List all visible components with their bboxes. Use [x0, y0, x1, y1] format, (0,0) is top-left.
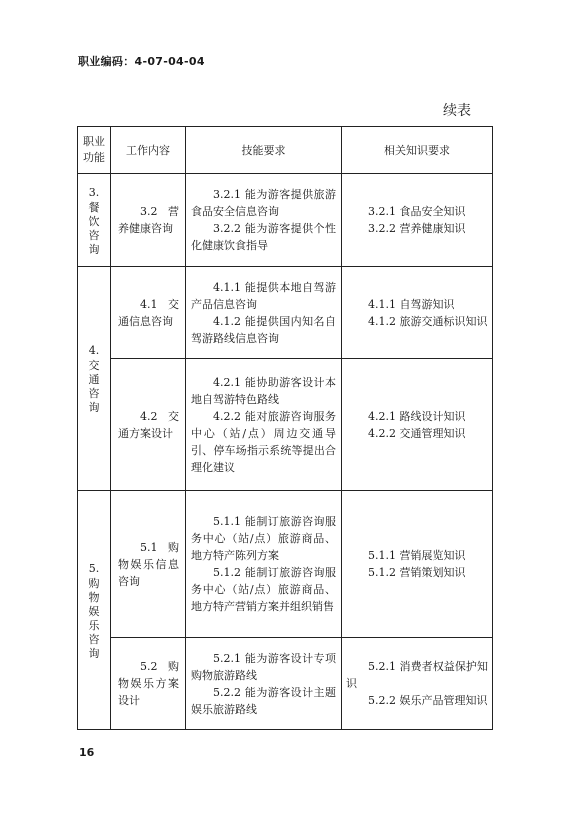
- table-header-row: [78, 127, 493, 174]
- content-cell: 3.2 营养健康咨询: [111, 174, 186, 267]
- table-row: [78, 638, 493, 730]
- page-number: 16: [79, 746, 95, 759]
- continued-label: 续表: [443, 103, 471, 119]
- function-cell: 5. 购物娱乐咨询: [78, 491, 111, 730]
- knowledge-cell: 3.2.1 食品安全知识 3.2.2 营养健康知识: [342, 174, 493, 267]
- content-cell: 5.2 购物娱乐方案设计: [111, 638, 186, 730]
- occupation-code: 职业编码：4-07-04-04: [78, 55, 205, 68]
- header-function: 职业功能: [78, 127, 111, 174]
- skill-cell: 4.2.1 能协助游客设计本地自驾游特色路线 4.2.2 能对旅游咨询服务中心（站/点）周边交通导引、停车场指示系统等提出合理化建议: [186, 359, 342, 491]
- knowledge-cell: 5.2.1 消费者权益保护知识 5.2.2 娱乐产品管理知识: [342, 638, 493, 730]
- header-content: 工作内容: [111, 127, 186, 174]
- skill-cell: 5.2.1 能为游客设计专项购物旅游路线 5.2.2 能为游客设计主题娱乐旅游路线: [186, 638, 342, 730]
- content-cell: 4.2 交通方案设计: [111, 359, 186, 491]
- function-cell: 3. 餐饮咨询: [78, 174, 111, 267]
- table-row: [78, 174, 493, 267]
- function-cell: 4. 交通咨询: [78, 267, 111, 491]
- table-row: [78, 267, 493, 359]
- knowledge-cell: 4.1.1 自驾游知识 4.1.2 旅游交通标识知识: [342, 267, 493, 359]
- header-skill: 技能要求: [186, 127, 342, 174]
- table-row: [78, 491, 493, 638]
- table-row: [78, 359, 493, 491]
- header-knowledge: 相关知识要求: [342, 127, 493, 174]
- skill-cell: 3.2.1 能为游客提供旅游食品安全信息咨询 3.2.2 能为游客提供个性化健康饮食指导: [186, 174, 342, 267]
- knowledge-cell: 5.1.1 营销展览知识 5.1.2 营销策划知识: [342, 491, 493, 638]
- content-cell: 5.1 购物娱乐信息咨询: [111, 491, 186, 638]
- content-cell: 4.1 交通信息咨询: [111, 267, 186, 359]
- skill-cell: 4.1.1 能提供本地自驾游产品信息咨询 4.1.2 能提供国内知名自驾游路线信息咨询: [186, 267, 342, 359]
- skill-cell: 5.1.1 能制订旅游咨询服务中心（站/点）旅游商品、地方特产陈列方案 5.1.2 能制订旅游咨询服务中心（站/点）旅游商品、地方特产营销方案并组织销售: [186, 491, 342, 638]
- knowledge-cell: 4.2.1 路线设计知识 4.2.2 交通管理知识: [342, 359, 493, 491]
- skills-table: [77, 126, 493, 730]
